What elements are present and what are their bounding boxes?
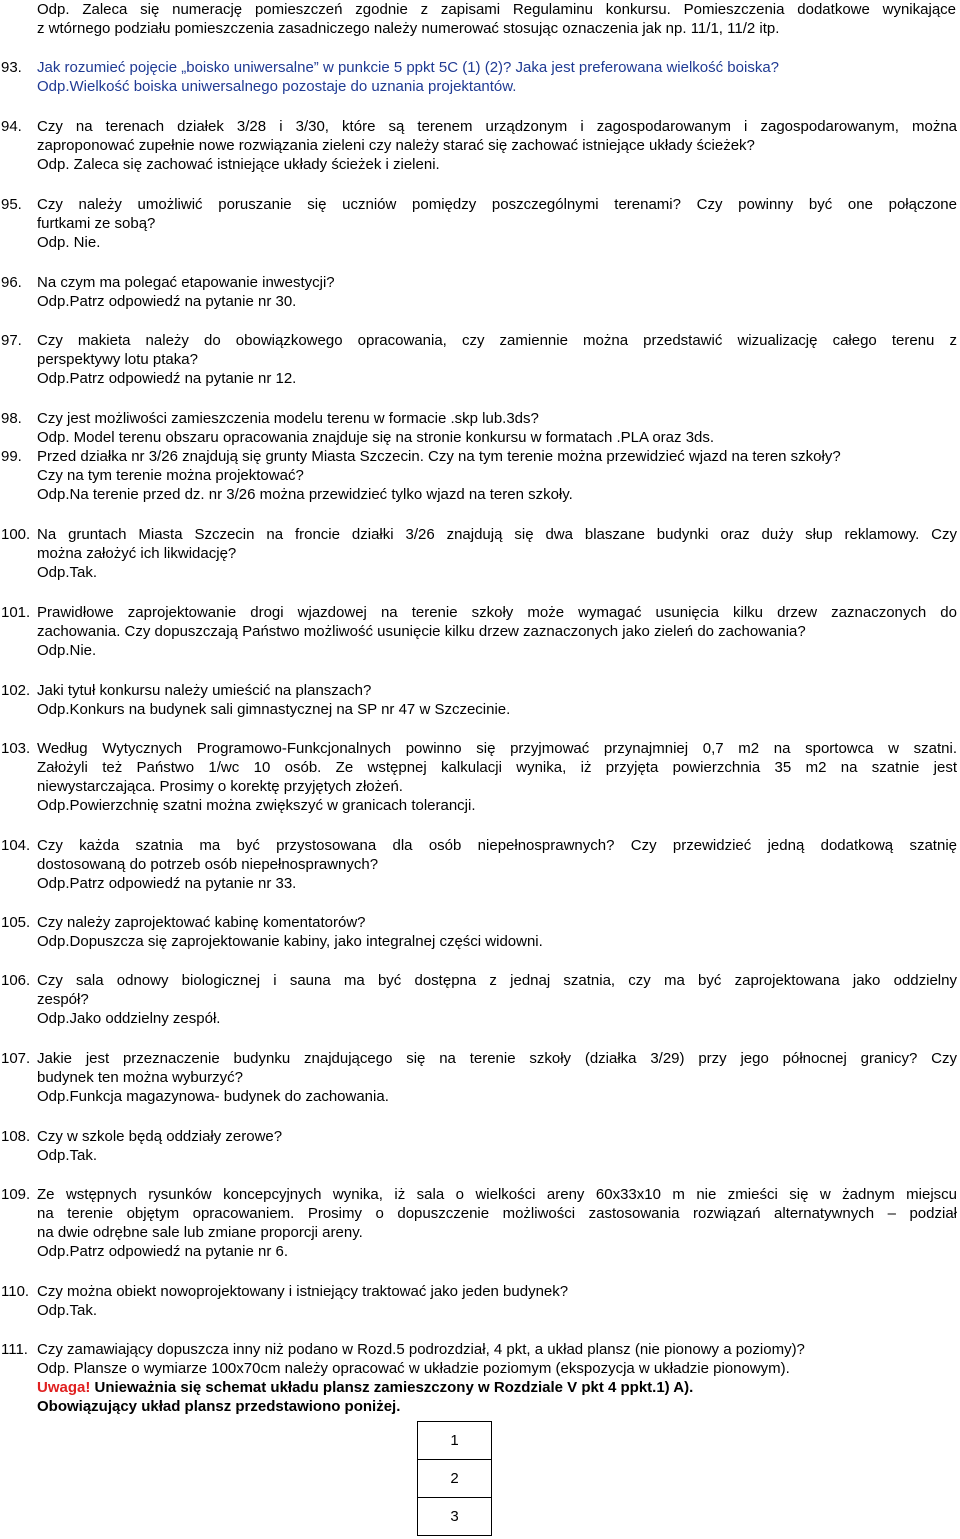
item-number: 110.: [1, 1283, 30, 1300]
question-line: Czy sala odnowy biologicznej i sauna ma być dostępna z jednaj szatnia, czy ma być zaprojektowana jako oddzielny: [37, 972, 957, 989]
item-number: 94.: [1, 118, 22, 135]
item-number: 108.: [1, 1128, 31, 1145]
question-line: Czy można obiekt nowoprojektowany i istniejący traktować jako jeden budynek?: [37, 1283, 569, 1300]
question-line: Czy na terenach działek 3/28 i 3/30, które są terenem urządzonym i zagospodarowanym i zagospodarowanym, można: [37, 118, 957, 135]
item-number: 96.: [1, 274, 22, 291]
item-number: 100.: [1, 526, 31, 543]
answer-line: Odp.Patrz odpowiedź na pytanie nr 30.: [37, 293, 297, 310]
board-cell-2: 2: [418, 1460, 492, 1498]
question-line: zaproponować zupełnie nowe rozwiązania zieleni czy należy starać się zachować istniejące układy ścieżek?: [37, 137, 755, 154]
question-line: można założyć ich likwidację?: [37, 545, 237, 562]
answer-line: Odp.Na terenie przed dz. nr 3/26 można przewidzieć tylko wjazd na teren szkoły.: [37, 486, 573, 503]
qa-item-103: [0, 739, 957, 815]
qa-item-102: [0, 681, 957, 719]
question-line: Czy jest możliwości zamieszczenia modelu terenu w formacie .skp lub.3ds?: [37, 410, 539, 427]
answer-line: Odp. Zaleca się zachować istniejące układy ścieżek i zieleni.: [37, 156, 440, 173]
item-number: 93.: [1, 59, 22, 76]
question-line: budynek ten można wyburzyć?: [37, 1069, 243, 1086]
item-number: 95.: [1, 196, 22, 213]
question-line: Na gruntach Miasta Szczecin na froncie działki 3/26 znajdują się dwa blaszane budynki oraz duży słup reklamowy. Czy: [37, 526, 957, 543]
question-line: Czy każda szatnia ma być przystosowana dla osób niepełnosprawnych? Czy przewidzieć jedną dodatkową szatnię: [37, 837, 957, 854]
answer-line: Odp.Tak.: [37, 1302, 98, 1319]
item-number: 109.: [1, 1186, 31, 1203]
qa-item-94: [0, 117, 957, 174]
answer-line: Odp.Patrz odpowiedź na pytanie nr 12.: [37, 370, 297, 387]
question-line: Według Wytycznych Programowo-Funkcjonalnych powinno się przyjmować przynajmniej 0,7 m2 na sportowca w szatni.: [37, 740, 957, 757]
answer-line: Odp.Powierzchnię szatni można zwiększyć w granicach tolerancji.: [37, 797, 476, 814]
board-cell-1: 1: [418, 1422, 492, 1460]
answer-line: Odp.Funkcja magazynowa- budynek do zachowania.: [37, 1088, 389, 1105]
question-line: Jaki tytuł konkursu należy umieścić na planszach?: [37, 682, 372, 699]
question-line: Przed działka nr 3/26 znajdują się grunty Miasta Szczecin. Czy na tym terenie można przewidzieć wjazd na teren szkoły?: [37, 448, 841, 465]
item-number: 102.: [1, 682, 31, 699]
qa-item-109: [0, 1185, 957, 1261]
answer-line: Odp.Nie.: [37, 642, 97, 659]
question-line: Czy należy umożliwić poruszanie się uczniów pomiędzy poszczególnymi terenami? Czy powinny być one połączone: [37, 196, 957, 213]
notice-line-2: Obowiązujący układ plansz przedstawiono poniżej.: [37, 1398, 401, 1415]
qa-item-101: [0, 603, 957, 660]
question-line: Jakie jest przeznaczenie budynku znajdującego się na terenie szkoły (działka 3/29) przy jego północnej granicy? Czy: [37, 1050, 957, 1067]
answer-line: Odp. Nie.: [37, 234, 101, 251]
qa-item-96: [0, 273, 957, 311]
item-number: 107.: [1, 1050, 31, 1067]
qa-item-95: [0, 195, 957, 252]
question-line: Czy zamawiający dopuszcza inny niż podano w Rozd.5 podrozdział, 4 pkt, a układ plansz (nie pionowy a poziomy)?: [37, 1341, 805, 1358]
item-number: 101.: [1, 604, 31, 621]
qa-item-105: [0, 913, 957, 951]
item-number: 104.: [1, 837, 31, 854]
question-line: Czy na tym terenie można projektować?: [37, 467, 304, 484]
answer-line: Odp.Konkurs na budynek sali gimnastycznej na SP nr 47 w Szczecinie.: [37, 701, 511, 718]
intro-line: z wtórnego podziału pomieszczenia zasadniczego należy numerować stosując oznaczenia jak np. 11/1, 11/2 itp.: [37, 20, 780, 37]
answer-line: Odp. Model terenu obszaru opracowania znajduje się na stronie konkursu w formatach .PLA oraz 3ds.: [37, 429, 715, 446]
question-line: dostosowaną do potrzeb osób niepełnosprawnych?: [37, 856, 379, 873]
item-number: 106.: [1, 972, 31, 989]
question-line: Jak rozumieć pojęcie „boisko uniwersalne” w punkcie 5 ppkt 5C (1) (2)? Jaka jest preferowana wielkość boiska?: [37, 59, 780, 76]
question-line: zespół?: [37, 991, 89, 1008]
notice-line: [37, 1378, 957, 1397]
item-number: 111.: [1, 1341, 28, 1358]
question-line: perspektywy lotu ptaka?: [37, 351, 198, 368]
qa-item-93: [0, 58, 957, 96]
question-line: na dwie odrębne sale lub zmiane proporcji areny.: [37, 1224, 363, 1241]
intro-line: Odp. Zaleca się numerację pomieszczeń zgodnie z zapisami Regulaminu konkursu. Pomieszczenia dodatkowe wynikające: [37, 1, 956, 18]
item-number: 103.: [1, 740, 31, 757]
qa-item-99: [0, 447, 957, 504]
answer-line: Odp.Patrz odpowiedź na pytanie nr 6.: [37, 1243, 288, 1260]
question-line: Prawidłowe zaprojektowanie drogi wjazdowej na terenie szkoły może wymagać usunięcia kilku drzew zaznaczonych do: [37, 604, 957, 621]
question-line: Czy należy zaprojektować kabinę komentatorów?: [37, 914, 366, 931]
question-line: zachowania. Czy dopuszczają Państwo możliwość usunięcie kilku drzew zaznaczonych jako zieleń do zachowania?: [37, 623, 806, 640]
notice-text: Unieważnia się schemat układu plansz zamieszczony w Rozdziale V pkt 4 ppkt.1) A).: [90, 1379, 694, 1396]
qa-item-107: [0, 1049, 957, 1106]
question-line: furtkami ze sobą?: [37, 215, 156, 232]
answer-line: Odp.Tak.: [37, 564, 98, 581]
question-line: na terenie objętym opracowaniem. Prosimy o dopuszczenie możliwości zastosowania rozwiązań alternatywnych – podział: [37, 1205, 957, 1222]
qa-item-106: [0, 971, 957, 1028]
question-line: Na czym ma polegać etapowanie inwestycji?: [37, 274, 335, 291]
board-cell-3: 3: [418, 1498, 492, 1536]
answer-line: Odp.Jako oddzielny zespół.: [37, 1010, 221, 1027]
item-number: 99.: [1, 448, 22, 465]
qa-item-97: [0, 331, 957, 388]
question-line: Założyli też Państwo 1/wc 10 osób. Ze wstępnej kalkulacji wynika, iż przyjęta powierzchnia 35 m2 na szatnie jest: [37, 759, 957, 776]
item-number: 97.: [1, 332, 22, 349]
answer-line: Odp. Plansze o wymiarze 100x70cm należy opracować w układzie poziomym (ekspozycja w układzie pionowym).: [37, 1360, 790, 1377]
question-line: niewystarczająca. Prosimy o korektę przyjętych złożeń.: [37, 778, 403, 795]
qa-item-100: [0, 525, 957, 582]
qa-item-110: [0, 1282, 957, 1320]
item-number: 98.: [1, 410, 22, 427]
answer-line: Odp.Wielkość boiska uniwersalnego pozostaje do uznania projektantów.: [37, 78, 517, 95]
warning-label: Uwaga!: [37, 1379, 91, 1396]
board-layout-table: [417, 1421, 492, 1536]
answer-line: Odp.Tak.: [37, 1147, 98, 1164]
intro-answer: [37, 0, 956, 38]
qa-item-104: [0, 836, 957, 893]
qa-item-98: [0, 409, 957, 447]
qa-item-108: [0, 1127, 957, 1165]
question-line: Ze wstępnych rysunków koncepcyjnych wynika, iż sala o wielkości areny 60x33x10 m nie zmieści się w żadnym miejscu: [37, 1186, 957, 1203]
question-line: Czy w szkole będą oddziały zerowe?: [37, 1128, 283, 1145]
answer-line: Odp.Dopuszcza się zaprojektowanie kabiny, jako integralnej części widowni.: [37, 933, 543, 950]
qa-item-111: [0, 1340, 957, 1416]
item-number: 105.: [1, 914, 31, 931]
question-line: Czy makieta należy do obowiązkowego opracowania, czy zamiennie można przedstawić wizualizację całego terenu z: [37, 332, 957, 349]
answer-line: Odp.Patrz odpowiedź na pytanie nr 33.: [37, 875, 297, 892]
